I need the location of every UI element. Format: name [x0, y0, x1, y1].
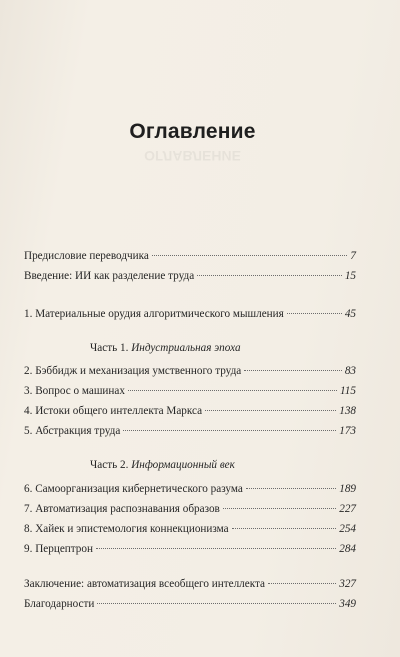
dot-leader — [123, 430, 336, 431]
dot-leader — [223, 508, 336, 509]
toc-entry-page: 254 — [339, 523, 356, 535]
toc-entry[interactable] — [24, 482, 356, 496]
toc-entry-page: 45 — [344, 308, 356, 320]
dot-leader — [197, 275, 342, 276]
part-title: Информационный век — [131, 459, 235, 471]
toc-entry-page: 115 — [340, 385, 356, 397]
toc-entry-label: 6. Самоорганизация кибернетического разума — [24, 483, 243, 495]
dot-leader — [152, 255, 348, 256]
toc-entry[interactable] — [24, 384, 356, 398]
toc-entry[interactable] — [24, 542, 356, 556]
toc-entry-page: 138 — [339, 405, 356, 417]
toc-entry-label: 2. Бэббидж и механизация умственного труда — [24, 365, 242, 377]
toc-entry-label: 8. Хайек и эпистемология коннекционизма — [24, 523, 229, 535]
toc-entry-page: 7 — [350, 250, 356, 262]
toc-entry-label: 9. Перцептрон — [24, 543, 93, 555]
toc-entry[interactable] — [24, 502, 356, 516]
toc-entry-label: 3. Вопрос о машинах — [24, 385, 125, 397]
dot-leader — [128, 390, 337, 391]
dot-leader — [287, 313, 342, 314]
part-heading — [90, 341, 241, 355]
toc-entry[interactable] — [24, 364, 356, 378]
dot-leader — [232, 528, 337, 529]
toc-entry-page: 173 — [339, 425, 356, 437]
dot-leader — [96, 548, 336, 549]
dot-leader — [244, 370, 342, 371]
part-heading — [90, 458, 235, 472]
toc-entry[interactable] — [24, 522, 356, 536]
toc-entry[interactable] — [24, 249, 356, 263]
toc-entry-page: 83 — [344, 365, 356, 377]
toc-entry-page: 349 — [339, 598, 356, 610]
toc-entry[interactable] — [24, 404, 356, 418]
toc-entry[interactable] — [24, 307, 356, 321]
part-prefix: Часть 2. — [90, 459, 129, 471]
toc-entry-page: 327 — [339, 578, 356, 590]
page-title: Оглавление — [129, 120, 256, 143]
dot-leader — [97, 603, 336, 604]
toc-entry-label: Заключение: автоматизация всеобщего интеллекта — [24, 578, 265, 590]
toc-entry[interactable] — [24, 424, 356, 438]
toc-entry[interactable] — [24, 269, 356, 283]
toc-entry[interactable] — [24, 597, 356, 611]
toc-entry-page: 189 — [339, 483, 356, 495]
part-prefix: Часть 1. — [90, 342, 129, 354]
dot-leader — [268, 583, 336, 584]
toc-entry-page: 15 — [344, 270, 356, 282]
dot-leader — [205, 410, 336, 411]
toc-entry-label: 7. Автоматизация распознавания образов — [24, 503, 220, 515]
toc-entry-label: Благодарности — [24, 598, 95, 610]
part-title: Индустриальная эпоха — [131, 342, 241, 354]
toc-entry[interactable] — [24, 577, 356, 591]
toc-entry-page: 284 — [339, 543, 356, 555]
toc-entry-label: Предисловие переводчика — [24, 250, 149, 262]
dot-leader — [246, 488, 336, 489]
show-through-ghost: ОГЛАВЛЕНИЕ — [144, 148, 241, 164]
toc-entry-label: 5. Абстракция труда — [24, 425, 121, 437]
toc-entry-label: Введение: ИИ как разделение труда — [24, 270, 195, 282]
toc-entry-page: 227 — [339, 503, 356, 515]
toc-entry-label: 1. Материальные орудия алгоритмического мышления — [24, 308, 284, 320]
toc-entry-label: 4. Истоки общего интеллекта Маркса — [24, 405, 203, 417]
